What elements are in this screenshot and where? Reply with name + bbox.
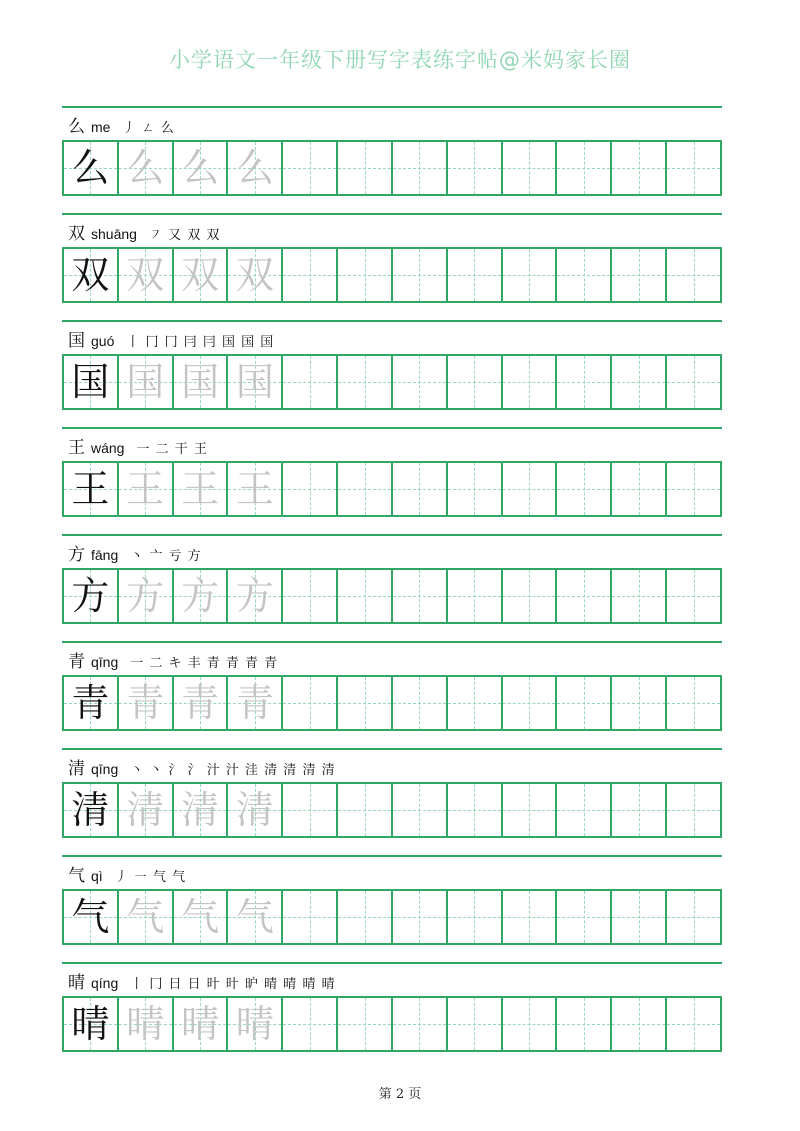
model-cell: [64, 891, 119, 943]
model-character: 气: [71, 895, 110, 939]
stroke-order: 丿 ㇐ 气 气: [114, 870, 187, 885]
model-cell: [64, 356, 119, 408]
empty-practice-cell: [667, 249, 720, 301]
trace-cell: [119, 998, 174, 1050]
trace-character: 国: [126, 360, 165, 404]
empty-practice-cell: [393, 998, 448, 1050]
page-title: 小学语文一年级下册写字表练字帖@米妈家长圈: [169, 48, 631, 72]
character-block: [62, 106, 722, 196]
header-character: 么: [68, 117, 85, 137]
character-block: [62, 962, 722, 1052]
empty-practice-cell: [557, 249, 612, 301]
stroke-order: ㇇ 又 双 双: [148, 228, 221, 243]
trace-character: 气: [235, 895, 274, 939]
trace-character: 晴: [235, 1002, 274, 1046]
trace-cell: [174, 998, 229, 1050]
empty-practice-cell: [612, 677, 667, 729]
trace-character: 晴: [126, 1002, 165, 1046]
trace-character: 国: [181, 360, 220, 404]
character-header: [68, 865, 186, 887]
character-header: [68, 330, 274, 352]
empty-practice-cell: [612, 356, 667, 408]
empty-practice-cell: [557, 142, 612, 194]
character-block: [62, 748, 722, 838]
empty-practice-cell: [503, 356, 558, 408]
empty-practice-cell: [283, 356, 338, 408]
header-character: 国: [68, 331, 85, 351]
empty-practice-cell: [393, 784, 448, 836]
empty-practice-cell: [557, 998, 612, 1050]
trace-cell: [174, 463, 229, 515]
trace-character: 王: [126, 467, 165, 511]
empty-practice-cell: [393, 356, 448, 408]
character-header: [68, 972, 336, 994]
writing-grid: [62, 568, 722, 624]
writing-grid: [62, 247, 722, 303]
empty-practice-cell: [612, 570, 667, 622]
empty-practice-cell: [448, 891, 503, 943]
trace-character: 方: [126, 574, 165, 618]
stroke-order: 丨 冂 冂 冃 冃 国 国 国: [126, 335, 275, 350]
empty-practice-cell: [503, 570, 558, 622]
trace-cell: [119, 356, 174, 408]
trace-cell: [228, 356, 283, 408]
trace-character: 青: [235, 681, 274, 725]
empty-practice-cell: [283, 142, 338, 194]
trace-cell: [228, 463, 283, 515]
trace-cell: [228, 998, 283, 1050]
model-cell: [64, 570, 119, 622]
empty-practice-cell: [557, 677, 612, 729]
trace-character: 清: [181, 788, 220, 832]
trace-cell: [228, 570, 283, 622]
trace-character: 王: [235, 467, 274, 511]
empty-practice-cell: [393, 570, 448, 622]
stroke-order: 丨 冂 日 日 旪 旪 昈 晴 晴 晴 晴: [130, 977, 336, 992]
header-character: 双: [68, 224, 85, 244]
character-block: [62, 534, 722, 624]
empty-practice-cell: [448, 249, 503, 301]
empty-practice-cell: [448, 998, 503, 1050]
trace-character: 清: [235, 788, 274, 832]
empty-practice-cell: [667, 998, 720, 1050]
writing-grid: [62, 140, 722, 196]
model-character: 国: [71, 360, 110, 404]
section-divider: [62, 427, 722, 429]
pinyin: shuāng: [91, 226, 137, 242]
model-cell: [64, 998, 119, 1050]
stroke-order: 一 二 キ 丰 青 青 青 青: [130, 656, 279, 671]
empty-practice-cell: [503, 677, 558, 729]
character-block: [62, 641, 722, 731]
section-divider: [62, 855, 722, 857]
pinyin: fāng: [91, 547, 119, 563]
trace-cell: [119, 784, 174, 836]
empty-practice-cell: [612, 784, 667, 836]
trace-cell: [228, 249, 283, 301]
empty-practice-cell: [612, 998, 667, 1050]
section-divider: [62, 641, 722, 643]
empty-practice-cell: [557, 356, 612, 408]
trace-character: 么: [126, 146, 165, 190]
empty-practice-cell: [667, 356, 720, 408]
trace-cell: [119, 677, 174, 729]
character-block: [62, 320, 722, 410]
empty-practice-cell: [612, 142, 667, 194]
character-header: [68, 437, 208, 459]
model-character: 青: [71, 681, 110, 725]
empty-practice-cell: [612, 463, 667, 515]
trace-cell: [174, 784, 229, 836]
model-cell: [64, 677, 119, 729]
section-divider: [62, 534, 722, 536]
empty-practice-cell: [283, 570, 338, 622]
model-cell: [64, 463, 119, 515]
trace-cell: [174, 677, 229, 729]
model-character: 清: [71, 788, 110, 832]
empty-practice-cell: [338, 784, 393, 836]
section-divider: [62, 748, 722, 750]
empty-practice-cell: [448, 784, 503, 836]
page-number: 第 2 页: [378, 1087, 422, 1102]
trace-cell: [119, 891, 174, 943]
empty-practice-cell: [338, 356, 393, 408]
empty-practice-cell: [503, 249, 558, 301]
model-cell: [64, 249, 119, 301]
trace-cell: [174, 142, 229, 194]
empty-practice-cell: [667, 463, 720, 515]
empty-practice-cell: [393, 891, 448, 943]
empty-practice-cell: [338, 677, 393, 729]
trace-character: 双: [235, 253, 274, 297]
section-divider: [62, 320, 722, 322]
trace-cell: [174, 249, 229, 301]
empty-practice-cell: [283, 998, 338, 1050]
stroke-order: 丿 ㄥ 么: [122, 121, 175, 136]
character-block: [62, 213, 722, 303]
trace-cell: [228, 784, 283, 836]
empty-practice-cell: [612, 891, 667, 943]
empty-practice-cell: [283, 463, 338, 515]
trace-character: 清: [126, 788, 165, 832]
empty-practice-cell: [338, 998, 393, 1050]
empty-practice-cell: [612, 249, 667, 301]
pinyin: qīng: [91, 761, 119, 777]
writing-grid: [62, 889, 722, 945]
trace-cell: [119, 570, 174, 622]
character-header: [68, 223, 220, 245]
trace-cell: [174, 891, 229, 943]
header-character: 方: [68, 545, 85, 565]
trace-character: 王: [181, 467, 220, 511]
empty-practice-cell: [448, 677, 503, 729]
empty-practice-cell: [503, 784, 558, 836]
empty-practice-cell: [393, 249, 448, 301]
header-character: 气: [68, 866, 85, 886]
trace-cell: [119, 142, 174, 194]
pinyin: qì: [91, 868, 103, 884]
stroke-order: 丶 亠 亏 方: [130, 549, 202, 564]
empty-practice-cell: [283, 784, 338, 836]
trace-character: 方: [181, 574, 220, 618]
model-cell: [64, 142, 119, 194]
trace-character: 么: [181, 146, 220, 190]
empty-practice-cell: [283, 677, 338, 729]
empty-practice-cell: [557, 891, 612, 943]
model-character: 王: [71, 467, 110, 511]
empty-practice-cell: [448, 570, 503, 622]
pinyin: wáng: [91, 440, 125, 456]
pinyin: qīng: [91, 654, 119, 670]
pinyin: me: [91, 119, 111, 135]
empty-practice-cell: [393, 463, 448, 515]
writing-grid: [62, 996, 722, 1052]
section-divider: [62, 106, 722, 108]
empty-practice-cell: [667, 142, 720, 194]
empty-practice-cell: [283, 891, 338, 943]
section-divider: [62, 213, 722, 215]
character-header: [68, 544, 202, 566]
writing-grid: [62, 675, 722, 731]
empty-practice-cell: [283, 249, 338, 301]
trace-character: 方: [235, 574, 274, 618]
header-character: 清: [68, 759, 85, 779]
trace-cell: [174, 570, 229, 622]
trace-cell: [228, 891, 283, 943]
trace-character: 气: [181, 895, 220, 939]
empty-practice-cell: [448, 463, 503, 515]
empty-practice-cell: [557, 570, 612, 622]
empty-practice-cell: [338, 570, 393, 622]
empty-practice-cell: [338, 463, 393, 515]
pinyin: qíng: [91, 975, 119, 991]
trace-character: 晴: [181, 1002, 220, 1046]
writing-grid: [62, 461, 722, 517]
trace-character: 青: [181, 681, 220, 725]
writing-grid: [62, 354, 722, 410]
model-character: 方: [71, 574, 110, 618]
trace-character: 国: [235, 360, 274, 404]
stroke-order: 丶 丶 氵 氵 汁 汁 洼 清 清 清 清: [130, 763, 336, 778]
model-character: 晴: [71, 1002, 110, 1046]
section-divider: [62, 962, 722, 964]
header-character: 晴: [68, 973, 85, 993]
writing-grid: [62, 782, 722, 838]
empty-practice-cell: [667, 570, 720, 622]
stroke-order: 一 二 干 王: [136, 442, 208, 457]
trace-character: 青: [126, 681, 165, 725]
trace-cell: [174, 356, 229, 408]
empty-practice-cell: [667, 677, 720, 729]
trace-cell: [119, 249, 174, 301]
character-header: [68, 116, 175, 138]
empty-practice-cell: [338, 891, 393, 943]
empty-practice-cell: [667, 784, 720, 836]
trace-character: 双: [126, 253, 165, 297]
empty-practice-cell: [503, 998, 558, 1050]
empty-practice-cell: [557, 463, 612, 515]
trace-character: 双: [181, 253, 220, 297]
empty-practice-cell: [338, 249, 393, 301]
character-header: [68, 651, 278, 673]
header-character: 青: [68, 652, 85, 672]
empty-practice-cell: [503, 891, 558, 943]
empty-practice-cell: [338, 142, 393, 194]
empty-practice-cell: [448, 142, 503, 194]
model-character: 双: [71, 253, 110, 297]
empty-practice-cell: [393, 677, 448, 729]
empty-practice-cell: [448, 356, 503, 408]
character-header: [68, 758, 336, 780]
model-character: 么: [71, 146, 110, 190]
empty-practice-cell: [557, 784, 612, 836]
empty-practice-cell: [503, 463, 558, 515]
pinyin: guó: [91, 333, 115, 349]
character-block: [62, 855, 722, 945]
character-block: [62, 427, 722, 517]
empty-practice-cell: [503, 142, 558, 194]
trace-cell: [228, 677, 283, 729]
trace-cell: [228, 142, 283, 194]
trace-cell: [119, 463, 174, 515]
header-character: 王: [68, 438, 85, 458]
trace-character: 气: [126, 895, 165, 939]
trace-character: 么: [235, 146, 274, 190]
model-cell: [64, 784, 119, 836]
empty-practice-cell: [667, 891, 720, 943]
empty-practice-cell: [393, 142, 448, 194]
